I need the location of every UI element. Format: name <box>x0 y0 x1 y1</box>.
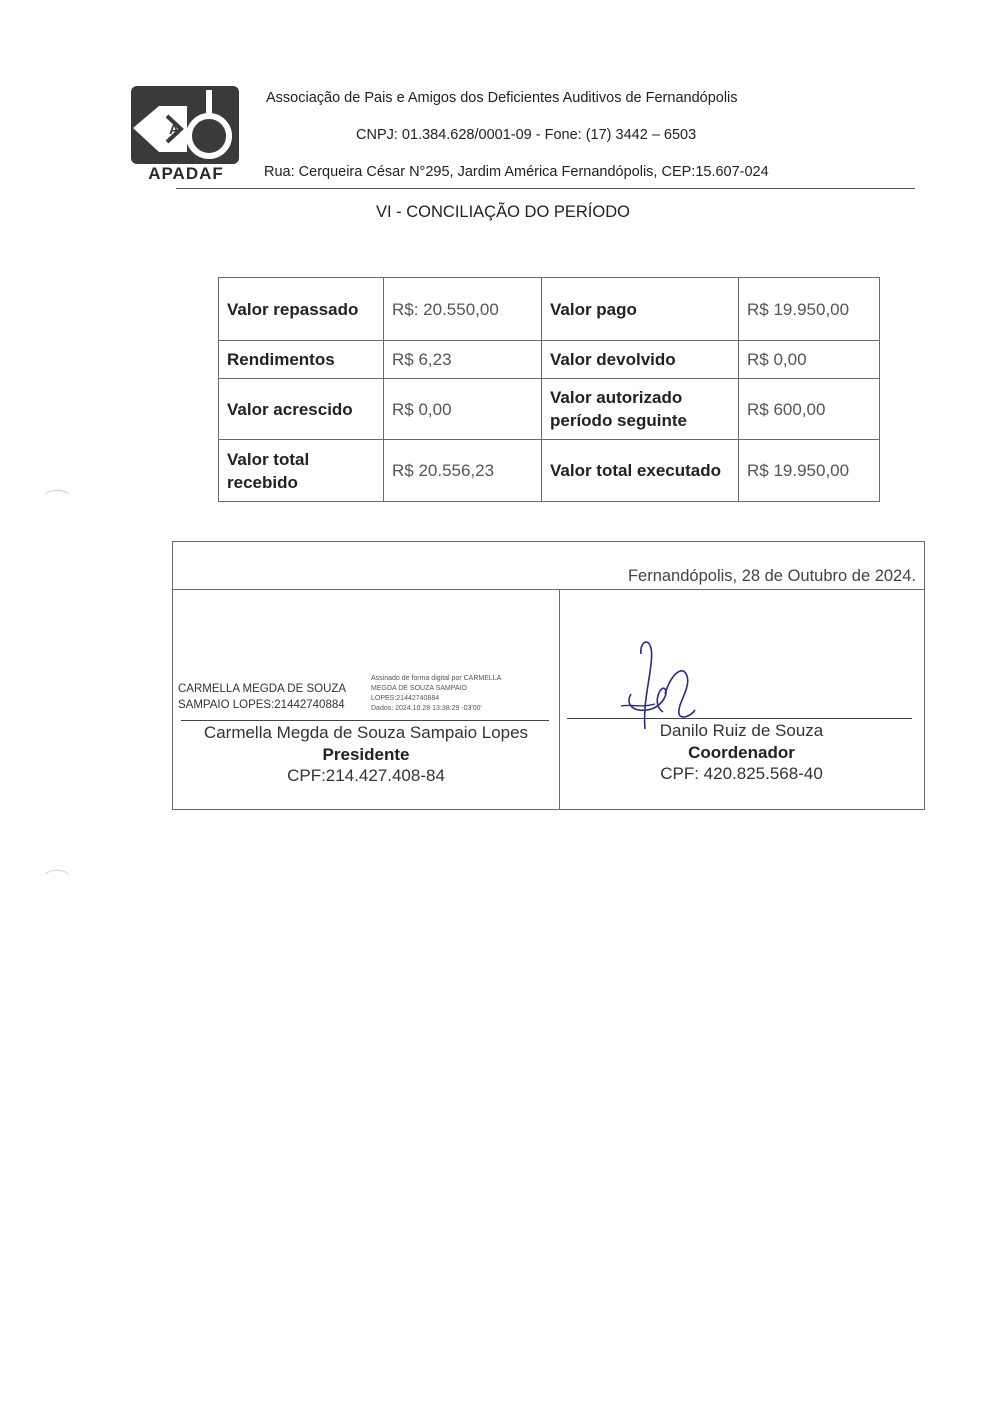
signature-block <box>172 541 925 810</box>
signature-line-right <box>567 718 912 719</box>
signatory-name: Danilo Ruiz de Souza <box>659 721 824 740</box>
table-label: Valor repassado <box>219 278 384 341</box>
table-value: R$ 0,00 <box>739 341 880 379</box>
table-value: R$ 19.950,00 <box>739 278 880 341</box>
table-value: R$ 600,00 <box>739 379 880 440</box>
table-value: R$ 6,23 <box>384 341 542 379</box>
cnpj-phone-line: CNPJ: 01.384.628/0001-09 - Fone: (17) 3442 – 6503 <box>356 127 697 143</box>
table-label: Valor total executado <box>542 440 739 502</box>
signatory-role: Presidente <box>322 744 410 764</box>
signature-block-divider <box>173 589 924 590</box>
date-line: Fernandópolis, 28 de Outubro de 2024. <box>627 567 916 585</box>
header-divider <box>176 188 915 189</box>
digital-signature-detail-line: MEGDA DE SOUZA SAMPAIO <box>371 685 467 692</box>
table-row <box>219 379 880 440</box>
signatory-president <box>173 722 559 787</box>
table-value: R$ 20.556,23 <box>384 440 542 502</box>
scan-mark <box>44 489 70 495</box>
table-row <box>219 341 880 379</box>
table-label: Rendimentos <box>219 341 384 379</box>
section-title: VI - CONCILIAÇÃO DO PERÍODO <box>376 203 630 221</box>
table-label: Valor pago <box>542 278 739 341</box>
digital-signature-details <box>371 674 501 714</box>
handwritten-signature <box>621 634 701 734</box>
signatory-role: Coordenador <box>688 742 795 762</box>
table-label: Valor acrescido <box>219 379 384 440</box>
logo-wordmark: APADAF <box>148 164 224 183</box>
svg-text:A: A <box>169 121 180 137</box>
digital-signature-name <box>178 681 346 713</box>
table-row <box>219 278 880 341</box>
signatory-cpf: CPF: 420.825.568-40 <box>660 764 823 783</box>
table-value: R$: 20.550,00 <box>384 278 542 341</box>
table-label: Valor devolvido <box>542 341 739 379</box>
digital-signature-name-line: CARMELLA MEGDA DE SOUZA <box>178 683 347 695</box>
scan-mark <box>44 869 70 875</box>
table-value: R$ 19.950,00 <box>739 440 880 502</box>
signatory-name: Carmella Megda de Souza Sampaio Lopes <box>203 723 529 742</box>
digital-signature-detail-line: Dados: 2024.10.28 13:38:29 -03'00' <box>371 705 482 712</box>
address-line: Rua: Cerqueira César N°295, Jardim América Fernandópolis, CEP:15.607-024 <box>264 164 769 180</box>
digital-signature-name-line: SAMPAIO LOPES:21442740884 <box>178 699 345 711</box>
table-value: R$ 0,00 <box>384 379 542 440</box>
organization-name: Associação de Pais e Amigos dos Deficientes Auditivos de Fernandópolis <box>266 90 738 106</box>
signatory-coordinator <box>559 720 924 785</box>
signature-line-left <box>181 720 549 721</box>
digital-signature-detail-line: Assinado de forma digital por CARMELLA <box>371 675 502 682</box>
table-label: Valor total recebido <box>219 440 384 502</box>
table-label: Valor autorizado período seguinte <box>542 379 739 440</box>
digital-signature-detail-line: LOPES:21442740884 <box>371 695 440 702</box>
signatory-cpf: CPF:214.427.408-84 <box>287 766 445 785</box>
reconciliation-table <box>218 277 880 502</box>
table-row <box>219 440 880 502</box>
